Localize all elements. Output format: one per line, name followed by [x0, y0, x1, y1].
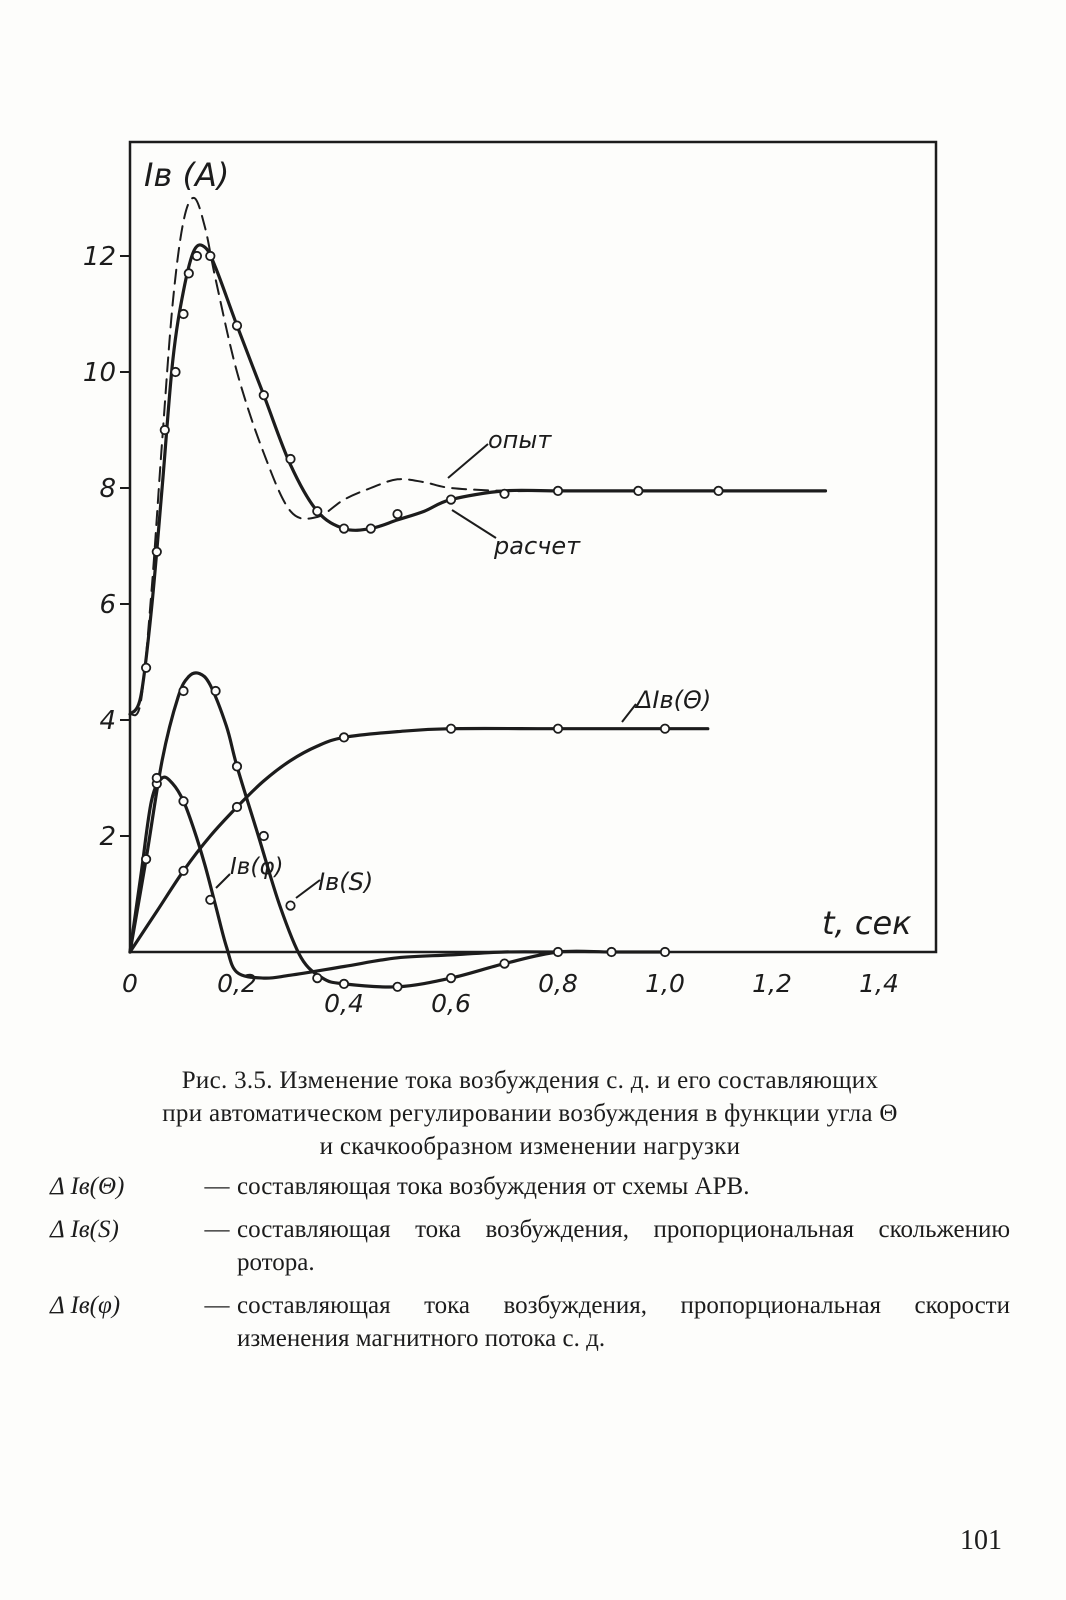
annotation-leader-delta-theta [622, 704, 636, 722]
series-line-расчет [130, 245, 826, 714]
data-point-расчет [554, 487, 562, 495]
data-point-iв-s [313, 974, 321, 982]
data-point-расчет [161, 426, 169, 434]
annotation-leader-phi [216, 874, 230, 888]
annotation-leader-raschet [452, 510, 496, 538]
data-point-расчет [185, 269, 193, 277]
data-point-расчет [233, 321, 241, 329]
data-point-расчет [206, 252, 214, 260]
annotation-leader-s [296, 880, 320, 898]
data-point-iв-s [661, 948, 669, 956]
data-point-iв-s [607, 948, 615, 956]
data-point-расчет [367, 524, 375, 532]
y-tick-label: 6 [99, 590, 116, 620]
legend-symbol: Δ Iв(φ) [50, 1292, 121, 1319]
y-tick-label: 8 [99, 474, 116, 504]
data-point-расчет [171, 368, 179, 376]
annotation-phi: Iв(φ) [230, 854, 284, 880]
legend-item [50, 1170, 1010, 1203]
data-point-расчет [447, 495, 455, 503]
figure-caption [70, 1064, 990, 1163]
data-point-iв-s [554, 948, 562, 956]
data-point-iв-s [340, 980, 348, 988]
x-axis-label: t, сек [822, 904, 912, 942]
data-point-расчет [153, 548, 161, 556]
annotation-s: Iв(S) [318, 868, 374, 896]
x-tick-label: 1,0 [645, 969, 685, 998]
legend-dash: — [204, 1173, 230, 1200]
data-point-расчет [286, 455, 294, 463]
x-tick-label: 1,4 [859, 969, 899, 998]
annotation-opyt: опыт [488, 426, 552, 454]
data-point-расчет [340, 524, 348, 532]
y-tick-label: 2 [99, 822, 116, 852]
legend-item [50, 1213, 1010, 1279]
legend-dash: — [204, 1216, 230, 1243]
data-point-расчет [634, 487, 642, 495]
data-point-iв-s [260, 832, 268, 840]
data-point-iв-s [500, 959, 508, 967]
y-tick-label: 12 [82, 242, 116, 272]
caption-line: Рис. 3.5. Изменение тока возбуждения с. д. и его составляющих [181, 1067, 879, 1094]
x-tick-label: 0,4 [324, 989, 364, 1018]
data-point-iв-s [233, 762, 241, 770]
data-point-iв-s [447, 974, 455, 982]
data-point-iв [554, 725, 562, 733]
y-axis-label: Iв (A) [144, 156, 230, 194]
data-point-iв [340, 733, 348, 741]
data-point-расчет [393, 510, 401, 518]
data-point-iв [233, 803, 241, 811]
data-point-iв-s [179, 687, 187, 695]
y-tick-label: 4 [99, 706, 116, 736]
legend-text: составляющая тока возбуждения, пропорциональная скорости изменения магнитного потока с. д. [237, 1292, 1010, 1352]
legend-text: составляющая тока возбуждения, пропорциональная скольжению ротора. [237, 1216, 1010, 1276]
data-point-расчет [193, 252, 201, 260]
x-tick-label: 0,6 [431, 989, 471, 1018]
series-line-опыт [130, 198, 826, 715]
symbol-legend [50, 1170, 1010, 1365]
data-point-iв-s [211, 687, 219, 695]
legend-symbol: Δ Iв(S) [50, 1216, 119, 1243]
x-tick-label: 0 [122, 969, 138, 998]
data-point-iв-s [142, 855, 150, 863]
data-point-расчет [313, 507, 321, 515]
legend-item [50, 1289, 1010, 1355]
data-point-iв-s [393, 983, 401, 991]
legend-symbol: Δ Iв(Θ) [50, 1173, 125, 1200]
y-tick-label: 10 [82, 358, 116, 388]
annotation-raschet: расчет [494, 532, 581, 560]
caption-line: и скачкообразном изменении нагрузки [319, 1133, 741, 1160]
annotation-leader-opyt [448, 444, 488, 478]
data-point-iв [206, 896, 214, 904]
page-number: 101 [960, 1525, 1002, 1556]
x-tick-label: 0,8 [538, 969, 578, 998]
data-point-расчет [142, 664, 150, 672]
data-point-расчет [179, 310, 187, 318]
series-line-iв-s [130, 673, 665, 987]
data-point-расчет [714, 487, 722, 495]
data-point-iв [661, 725, 669, 733]
x-tick-label: 1,2 [752, 969, 792, 998]
data-point-iв [153, 774, 161, 782]
data-point-iв [179, 797, 187, 805]
legend-dash: — [204, 1292, 230, 1319]
x-tick-label: 0,2 [217, 969, 257, 998]
data-point-iв [179, 867, 187, 875]
annotation-delta-theta: ΔIв(Θ) [636, 686, 712, 714]
data-point-iв-s [286, 901, 294, 909]
data-point-iв [447, 725, 455, 733]
data-point-расчет [260, 391, 268, 399]
caption-line: при автоматическом регулировании возбуждения в функции угла Θ [162, 1100, 898, 1127]
data-point-расчет [500, 490, 508, 498]
legend-text: составляющая тока возбуждения от схемы АРВ. [237, 1173, 750, 1200]
series-line-iв [130, 728, 708, 952]
